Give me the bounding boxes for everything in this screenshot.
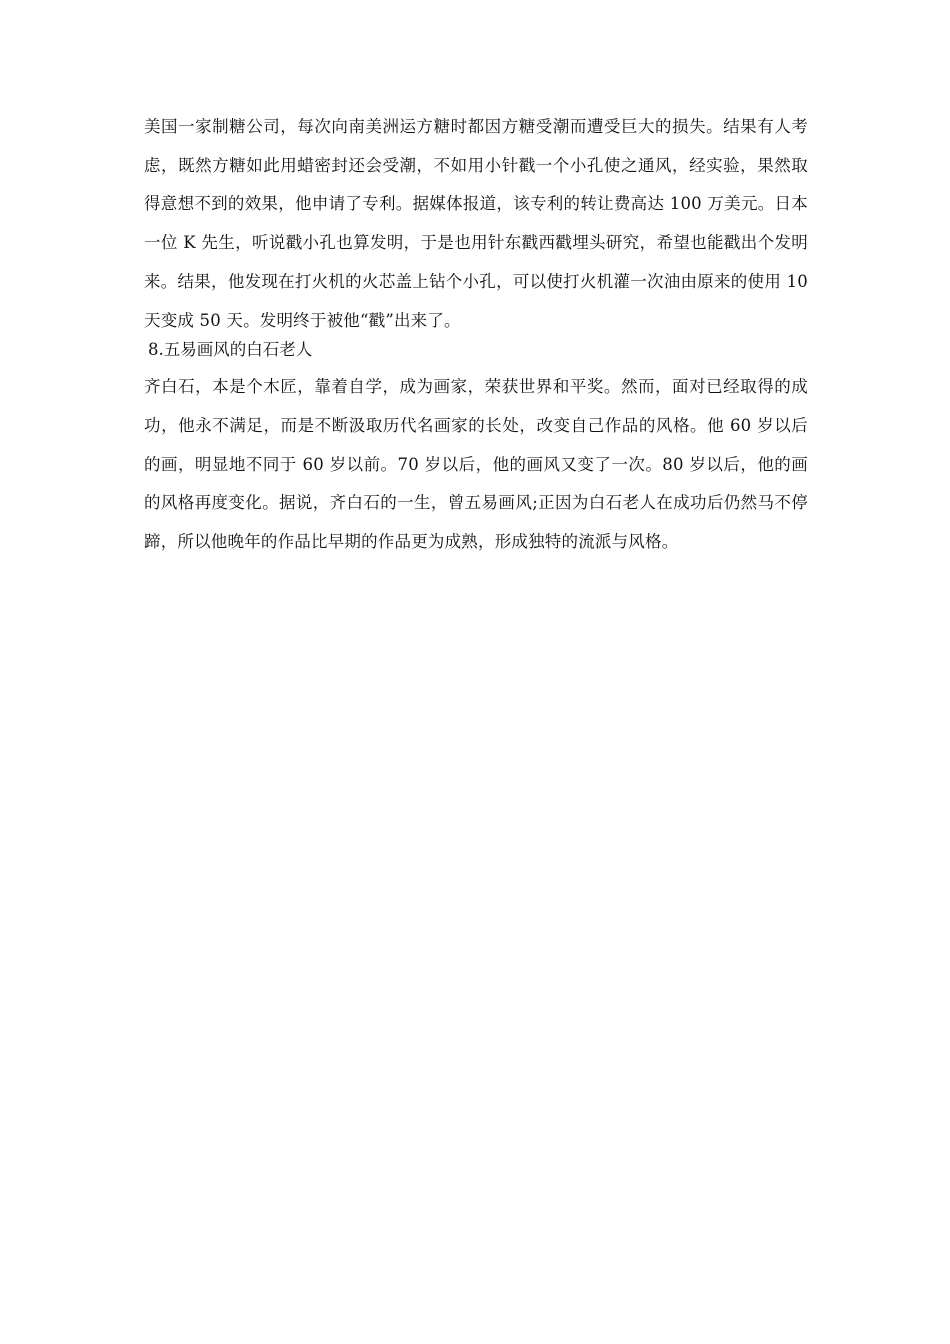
paragraph-sugar-cube-story: 美国一家制糖公司，每次向南美洲运方糖时都因方糖受潮而遭受巨大的损失。结果有人考虑，既然方糖如此用蜡密封还会受潮，不如用小针戳一个小孔使之通风，经实验，果然取得意想不到的效果，他申请了专利。据媒体报道，该专利的转让费高达 100 万美元。日本一位 K 先生，听说戳小孔也算发明，于是也用针东戳西戳埋头研究，希望也能戳出个发明来。结果，他发现在打火机的火芯盖上钻个小孔，可以使打火机灌一次油由原来的使用 10 天变成 50 天。发明终于被他“戳”出来了。: [144, 117, 808, 330]
section-heading: 8.五易画风的白石老人: [148, 340, 313, 360]
paragraph-qi-baishi-story: 齐白石，本是个木匠，靠着自学，成为画家，荣获世界和平奖。然而，面对已经取得的成功，他永不满足，而是不断汲取历代名画家的长处，改变自己作品的风格。他 60 岁以后的画，明显地不同于 60 岁以前。70 岁以后，他的画风又变了一次。80 岁以后，他的画的风格再度变化。据说，齐白石的一生，曾五易画风;正因为白石老人在成功后仍然马不停蹄，所以他晚年的作品比早期的作品更为成熟，形成独特的流派与风格。: [144, 377, 808, 552]
document-content: [144, 108, 808, 562]
